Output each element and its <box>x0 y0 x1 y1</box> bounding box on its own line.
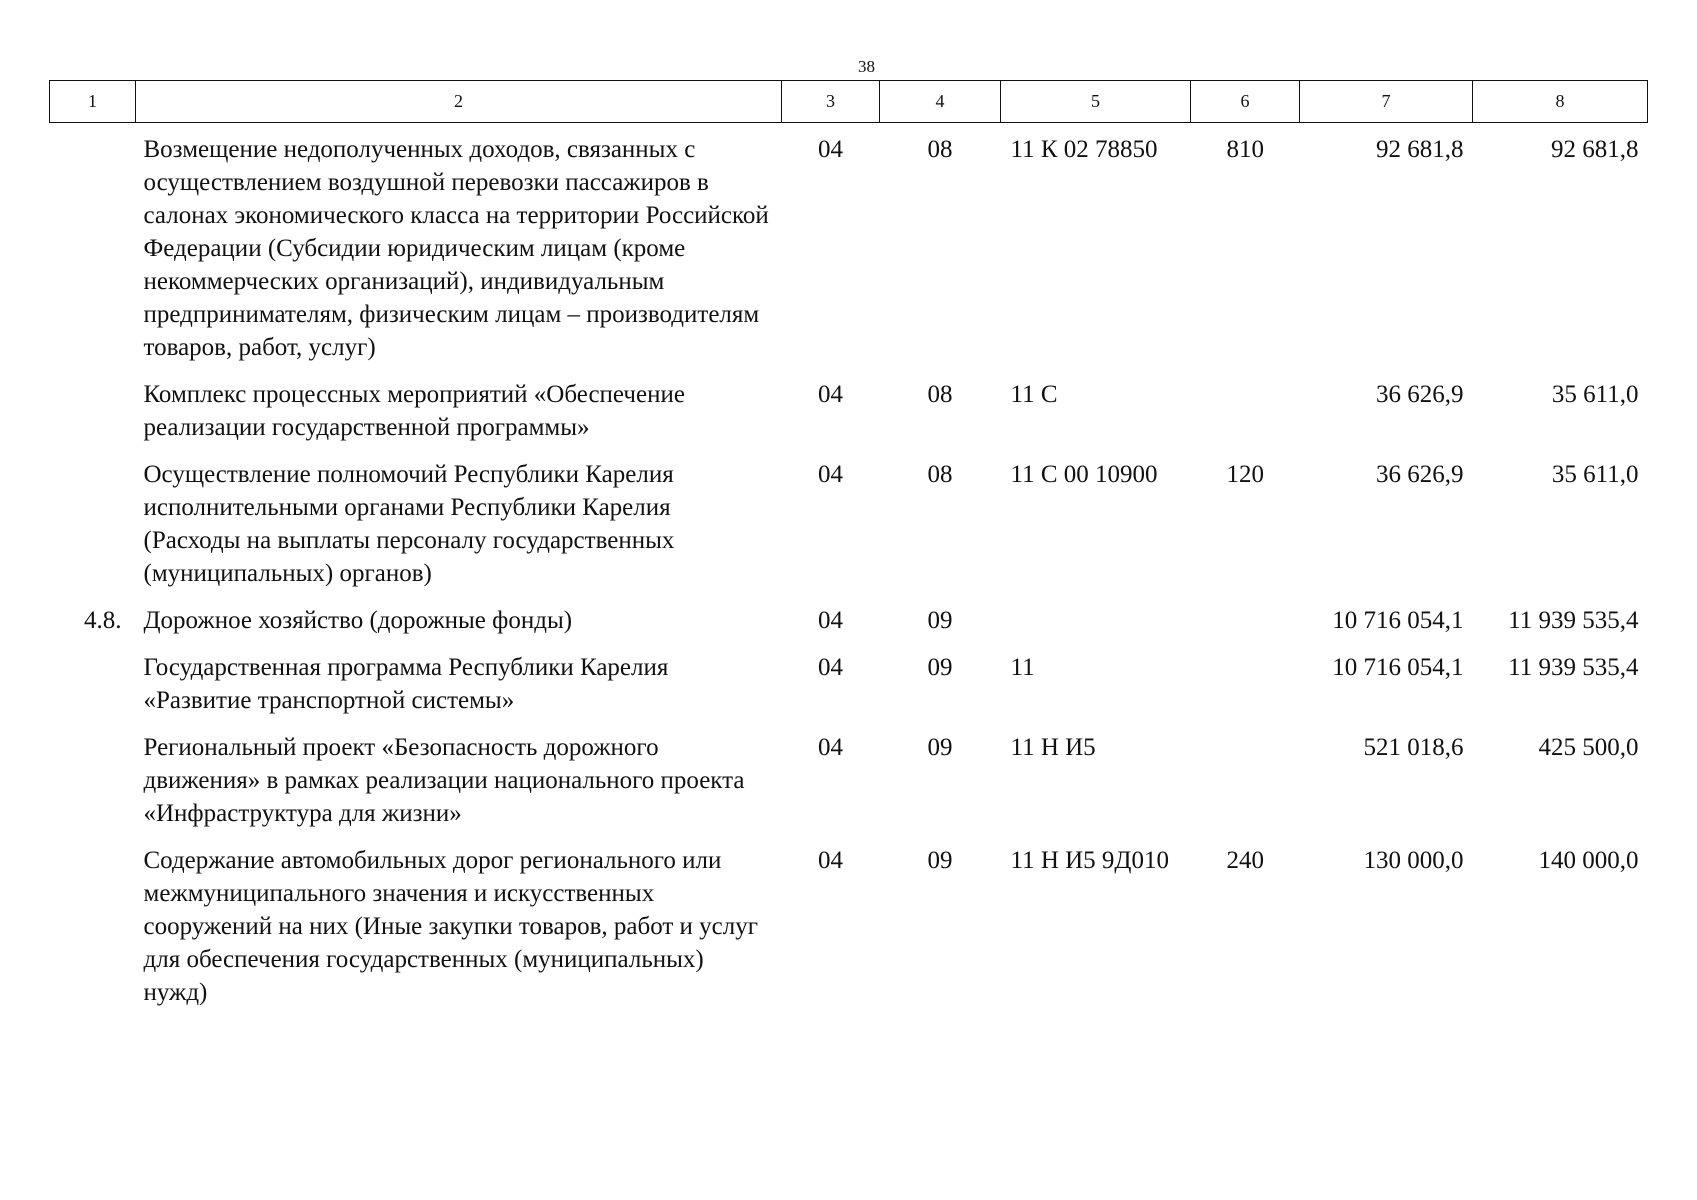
row-section: 04 <box>818 461 843 488</box>
row-section: 04 <box>818 654 843 681</box>
table-row <box>50 458 1648 604</box>
table-row <box>50 378 1648 458</box>
table-body <box>50 123 1648 1024</box>
row-target-code: 11 С <box>1010 381 1058 408</box>
row-amount-year2: 35 611,0 <box>1551 381 1639 408</box>
row-expense-type <box>1191 378 1300 458</box>
row-number <box>50 123 136 379</box>
row-subsection: 09 <box>927 607 953 634</box>
table-row <box>50 844 1648 1023</box>
row-subsection: 09 <box>927 734 953 761</box>
row-subsection: 09 <box>927 654 953 681</box>
row-section: 04 <box>818 734 843 761</box>
row-expense-type: 240 <box>1226 847 1264 874</box>
row-number: 4.8. <box>84 607 122 634</box>
header-row <box>50 81 1648 123</box>
row-number <box>50 378 136 458</box>
header-col-6: 6 <box>1191 81 1300 123</box>
row-amount-year2: 425 500,0 <box>1538 734 1639 761</box>
header-col-8: 8 <box>1473 81 1648 123</box>
row-section: 04 <box>818 381 843 408</box>
row-subsection: 08 <box>927 461 953 488</box>
row-amount-year1: 10 716 054,1 <box>1332 654 1464 681</box>
row-amount-year1: 92 681,8 <box>1376 136 1464 163</box>
table-row <box>50 123 1648 379</box>
row-target-code: 11 Н И5 <box>1010 734 1096 761</box>
row-expense-type <box>1191 731 1300 844</box>
row-amount-year1: 10 716 054,1 <box>1332 607 1464 634</box>
header-col-1: 1 <box>50 81 136 123</box>
row-expense-type: 810 <box>1226 136 1264 163</box>
row-amount-year1: 36 626,9 <box>1376 381 1464 408</box>
row-name: Региональный проект «Безопасность дорожного движения» в рамках реализации национального проекта «Инфраструктура для жизни» <box>143 734 745 827</box>
row-target-code: 11 С 00 10900 <box>1010 461 1158 488</box>
table-row <box>50 651 1648 731</box>
row-number <box>50 651 136 731</box>
budget-table <box>49 80 1648 1023</box>
table-header <box>50 81 1648 123</box>
row-name: Комплекс процессных мероприятий «Обеспечение реализации государственной программы» <box>143 381 685 441</box>
row-section: 04 <box>818 847 843 874</box>
row-target-code: 11 <box>1010 654 1035 681</box>
table-row <box>50 604 1648 651</box>
row-target-code <box>1001 604 1191 651</box>
row-expense-type: 120 <box>1226 461 1264 488</box>
row-amount-year2: 11 939 535,4 <box>1508 607 1639 634</box>
row-name: Возмещение недополученных доходов, связанных с осуществлением воздушной перевозки пассажиров в салонах экономического класса на территории Российской Федерации (Субсидии юридическим лицам (кроме некоммерческих организаций), индивидуальным предпринимателям, физическим лицам – производителям товаров, работ, услуг) <box>143 136 769 361</box>
row-name: Государственная программа Республики Карелия «Развитие транспортной системы» <box>143 654 669 714</box>
header-col-5: 5 <box>1001 81 1191 123</box>
row-number <box>50 731 136 844</box>
row-name: Осуществление полномочий Республики Карелия исполнительными органами Республики Карелия (Расходы на выплаты персоналу государственных (муниципальных) органов) <box>143 461 675 587</box>
row-amount-year2: 140 000,0 <box>1538 847 1639 874</box>
row-amount-year1: 521 018,6 <box>1363 734 1464 761</box>
row-name: Дорожное хозяйство (дорожные фонды) <box>143 607 573 634</box>
row-amount-year2: 35 611,0 <box>1551 461 1639 488</box>
row-amount-year1: 36 626,9 <box>1376 461 1464 488</box>
page-number: 38 <box>858 57 875 76</box>
row-target-code: 11 К 02 78850 <box>1010 136 1158 163</box>
row-subsection: 09 <box>927 847 953 874</box>
row-number <box>50 844 136 1023</box>
row-subsection: 08 <box>927 381 953 408</box>
row-name: Содержание автомобильных дорог регионального или межмуниципального значения и искусственных сооружений на них (Иные закупки товаров, работ и услуг для обеспечения государственных (муниципальных) нужд) <box>143 847 759 1006</box>
row-section: 04 <box>818 607 843 634</box>
row-amount-year1: 130 000,0 <box>1363 847 1464 874</box>
header-col-4: 4 <box>880 81 1001 123</box>
header-col-3: 3 <box>782 81 880 123</box>
row-subsection: 08 <box>927 136 953 163</box>
header-col-2: 2 <box>136 81 782 123</box>
row-target-code: 11 Н И5 9Д010 <box>1010 847 1169 874</box>
table-row <box>50 731 1648 844</box>
row-amount-year2: 92 681,8 <box>1551 136 1639 163</box>
row-section: 04 <box>818 136 843 163</box>
row-number <box>50 458 136 604</box>
row-amount-year2: 11 939 535,4 <box>1508 654 1639 681</box>
row-expense-type <box>1191 604 1300 651</box>
header-col-7: 7 <box>1300 81 1473 123</box>
row-expense-type <box>1191 651 1300 731</box>
